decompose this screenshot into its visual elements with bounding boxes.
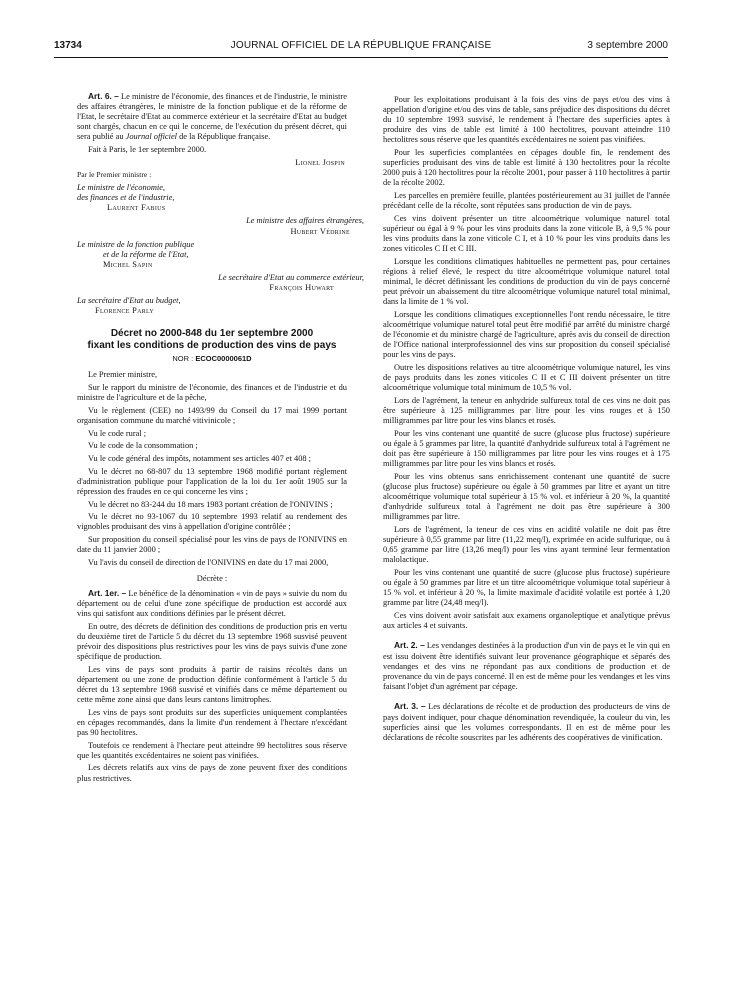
decree-title: Décret no 2000-848 du 1er septembre 2000 fixant les conditions de production des vins de pays <box>87 328 337 352</box>
article-1-paragraph: Lors de l'agrément, la teneur de ces vins en acidité volatile ne doit pas être supérieure à 0,55 gramme par litre (11,22 meq/l), exprimée en acide sulfurique, ou à 0,65 gramme par litre (13,26 meq/l) pour les vins ayant terminé leur fermentation malolactique. <box>383 524 670 564</box>
issue-date: 3 septembre 2000 <box>587 40 668 51</box>
article-1-paragraph: En outre, des décrets de définition des conditions de production pris en vertu du deuxième tiret de l'article 5 du décret du 13 septembre 1968 susvisé peuvent prévoir des dispositions plus restrictives pour les vins de pays suivis d'une zone spécifique de production. <box>77 621 347 662</box>
visa-paragraph: Le Premier ministre, <box>88 370 158 380</box>
visa-paragraph: Sur proposition du conseil spécialisé pour les vins de pays de l'ONIVINS en date du 11 janvier 2000 ; <box>77 535 347 555</box>
visa-paragraph: Vu le code de la consommation ; <box>88 441 198 451</box>
article-6: Art. 6. – Le ministre de l'économie, des finances et de l'industrie, le ministre des affaires étrangères, le ministre de la fonction publique et de la réforme de l'Etat, le secrétaire d'Etat au commerce extérieur et la secrétaire d'Etat au budget sont chargés, chacun en ce qui le concerne, de l'exécution du présent décret, qui sera publié au Journal officiel de la République française. <box>77 91 347 142</box>
visa-paragraph: Vu le décret no 83-244 du 18 mars 1983 portant création de l'ONIVINS ; <box>88 499 333 509</box>
signature-secretary-foreign-trade: Le secrétaire d'Etat au commerce extérieur, François Huwart <box>218 272 364 292</box>
nor-reference: NOR : ECOC0000061D <box>172 354 252 364</box>
journal-title: JOURNAL OFFICIEL DE LA RÉPUBLIQUE FRANÇAISE <box>230 40 492 51</box>
article-1-paragraph: Outre les dispositions relatives au titre alcoométrique volumique naturel, les vins de pays produits dans les zones viticoles C II et C III doivent présenter un titre alcoométrique volumique total minimum de 10,5 % vol. <box>383 362 670 393</box>
visa-paragraph: Vu le décret no 93-1067 du 10 septembre 1993 relatif au rendement des vignobles produisant des vins à appellation d'origine contrôlée ; <box>77 512 347 532</box>
article-1-paragraph: Pour les superficies complantées en cépages double fin, le rendement des superficies produisant des vins de table est limité à 130 hectolitres pour la récolte 2000 puis à 120 hectolitres pour la récolte 2001, pour passer à 110 hectolitres à partir de la récolte 2002. <box>383 148 670 188</box>
article-3: Art. 3. – Les déclarations de récolte et de production des producteurs de vins de pays doivent indiquer, pour chaque dénomination revendiquée, la couleur du vin, les superficies ainsi que les volumes correspondants. Il en est de même pour les déclarations de récolte souscrites par les adhérents des coopératives de vinification. <box>383 701 670 742</box>
signature-secretary-budget: La secrétaire d'Etat au budget, Florence Parly <box>77 296 181 316</box>
signature-minister-foreign-affairs: Le ministre des affaires étrangères, Hubert Védrine <box>246 216 364 236</box>
signature-minister-public-service: Le ministre de la fonction publique et de la réforme de l'Etat, Michel Sapin <box>77 239 195 269</box>
signatory-prime-minister: Lionel Jospin <box>295 157 345 167</box>
page-header <box>54 38 668 54</box>
article-1-paragraph: Lorsque les conditions climatiques habituelles ne permettent pas, pour certaines régions à relief élevé, le respect du titre alcoométrique volumique naturel total minimal, le décret définissant les conditions de production du vin de pays concerné peut prévoir un abaissement du titre alcoométrique volumique naturel total minimal, dans la limite de 1 % vol. <box>383 256 670 307</box>
visa-paragraph: Sur le rapport du ministre de l'économie, des finances et de l'industrie et du ministre de l'agriculture et de la pêche, <box>77 383 347 403</box>
article-1-paragraph: Lorsque les conditions climatiques exceptionnelles l'ont rendu nécessaire, le titre alcoométrique volumique naturel total peut être modifié par arrêté du ministre chargé de l'économie et du ministre chargé de l'agriculture, après avis du conseil de direction de l'Office national interprofessionnel des vins sur proposition du conseil spécialisé pour les vins de pays. <box>383 309 670 360</box>
decrete: Décrète : <box>196 573 228 583</box>
article-1-paragraph: Pour les vins obtenus sans enrichissement contenant une quantité de sucre (glucose plus fructose) supérieure ou égale à 50 grammes par litre et ayant un titre alcoométrique volumique total supérieur à 15 % vol. et inférieur à 20 %, la quantité d'anhydride sulfureux total à l'agrément ne doit pas être supérieure à 300 milligrammes par litre. <box>383 471 670 521</box>
article-1-paragraph: Lors de l'agrément, la teneur en anhydride sulfureux total de ces vins ne doit pas être supérieure à 125 milligrammes par litre pour les vins rouges et à 150 milligrammes par litre pour les vins blancs et rosés. <box>383 395 670 425</box>
article-1-paragraph: Ces vins doivent avoir satisfait aux examens organoleptique et analytique prévus aux articles 4 et suivants. <box>383 610 670 630</box>
visa-paragraph: Vu le code rural ; <box>88 428 147 438</box>
article-1-paragraph: Pour les vins contenant une quantité de sucre (glucose plus fructose) supérieure ou égale à 5 grammes par litre, la quantité d'anhydride sulfureux total à l'agrément ne doit pas être supérieure à 150 milligrammes par litre pour les vins rouges et à 175 milligrammes par litre pour les vins blancs et rosés. <box>383 428 670 468</box>
par-le-premier-ministre: Par le Premier ministre : <box>77 170 152 180</box>
article-1-paragraph: Les vins de pays sont produits à partir de raisins récoltés dans un département ou une zone de production définie conformément à l'article 5 du décret du 13 septembre 1968 susvisé et vinifiés dans ce même département ou cette même zone ainsi que dans leurs cantons limitrophes. <box>77 664 347 705</box>
visa-paragraph: Vu le code général des impôts, notamment ses articles 407 et 408 ; <box>88 453 312 463</box>
left-column <box>77 91 364 786</box>
article-1-paragraph: Les décrets relatifs aux vins de pays de zone peuvent fixer des conditions plus restrictives. <box>77 763 347 783</box>
fait-a-paris: Fait à Paris, le 1er septembre 2000. <box>88 145 207 155</box>
signature-minister-economy: Le ministre de l'économie, des finances et de l'industrie, Laurent Fabius <box>77 183 175 213</box>
article-1: Art. 1er. – Le bénéfice de la dénomination « vin de pays » suivie du nom du département ou de celui d'une zone spécifique de production est accordé aux vins qui satisfont aux conditions définies par le présent décret. <box>77 587 347 619</box>
article-6-label: Art. 6. – <box>88 91 119 101</box>
article-1-paragraph: Toutefois ce rendement à l'hectare peut atteindre 99 hectolitres sous réserve que les quantités excédentaires ne soient pas vinifiées. <box>77 740 347 760</box>
visa-paragraph: Vu le règlement (CEE) no 1493/99 du Conseil du 17 mai 1999 portant organisation commune du marché vitivinicole ; <box>77 405 347 425</box>
visa-paragraph: Vu l'avis du conseil de direction de l'ONIVINS en date du 17 mai 2000, <box>88 557 329 567</box>
article-1-paragraph: Pour les exploitations produisant à la fois des vins de pays et/ou des vins à appellation d'origine et/ou des vins de table, sans préjudice des dispositions du décret du 10 septembre 1993 susvisé, le rendement à l'hectare des superficies aptes à produire des vins de table est limité à 100 hectolitres, pouvant atteindre 110 hectolitres sous réserve que les quantités excédentaires ne soient pas vinifiées. <box>383 95 670 145</box>
article-1-paragraph: Les parcelles en première feuille, plantées postérieurement au 31 juillet de l'année précédant celle de la récolte, sont réputées sans production de vin de pays. <box>383 191 670 211</box>
header-rule <box>54 57 668 58</box>
visa-paragraph: Vu le décret no 68-807 du 13 septembre 1968 modifié portant règlement d'administration publique pour l'application de la loi du 1er août 1905 sur la répression des fraudes en ce qui concerne les vins ; <box>77 466 347 496</box>
right-column <box>383 95 670 745</box>
page-number: 13734 <box>54 40 82 51</box>
article-1-paragraph: Ces vins doivent présenter un titre alcoométrique volumique naturel total supérieur ou égal à 9 % pour les vins produits dans la zone viticole B, à 9,5 % pour les vins produits dans la zone viticole C I, et à 10 % pour les vins produits dans les zones viticoles C II et C III. <box>383 213 670 254</box>
article-1-paragraph: Les vins de pays sont produits sur des superficies uniquement complantées en cépages recommandés, dans la limite d'un rendement à l'hectare n'excédant pas 90 hectolitres. <box>77 707 347 737</box>
article-1-paragraph: Pour les vins contenant une quantité de sucre (glucose plus fructose) supérieure ou égale à 50 grammes par litre et un titre alcoométrique volumique total supérieur à 15 % vol. et inférieur à 20 %, la limite maximale d'acidité volatile est portée à 1,20 gramme par litre (24,48 meq/l). <box>383 567 670 607</box>
article-2: Art. 2. – Les vendanges destinées à la production d'un vin de pays et le vin qui en est issu doivent être identifiés suivant leur provenance géographique et séparés des vendanges et des vins ne répondant pas aux conditions de production et de provenance du vin de pays concerné. Il en est de même pour les vendanges et les vins faisant l'objet d'un agrément par cépage. <box>383 640 670 691</box>
